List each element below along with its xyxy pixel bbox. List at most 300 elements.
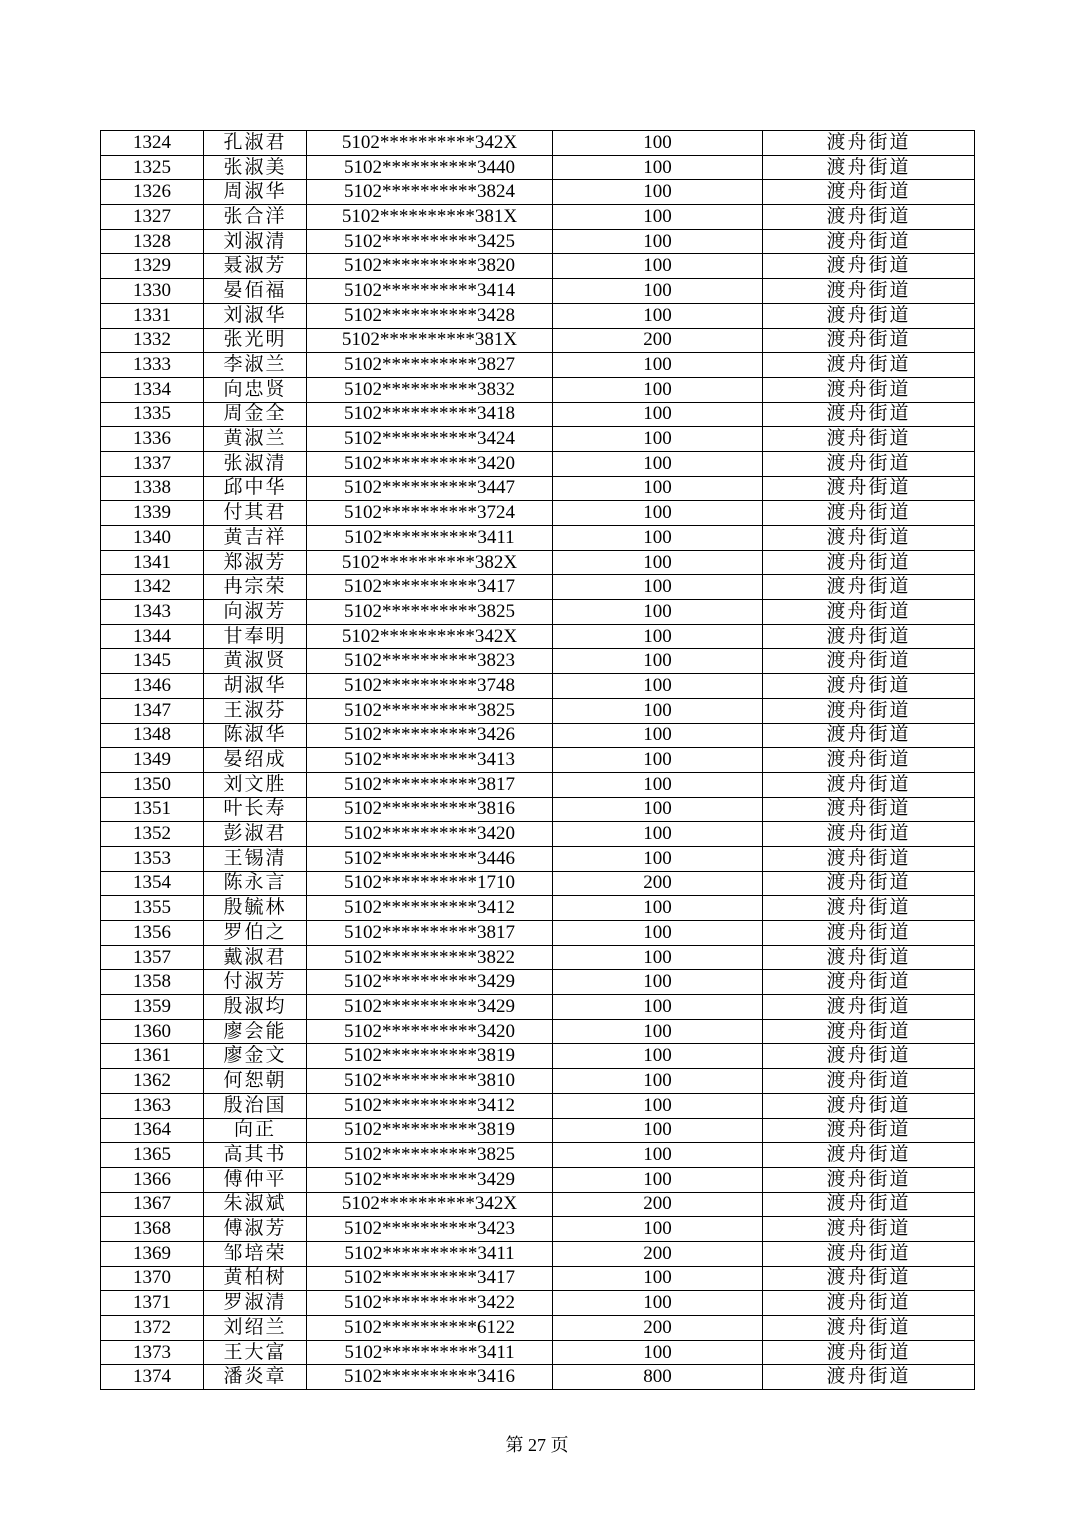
- id-number-cell: 5102**********3824: [307, 180, 553, 205]
- row-number-cell: 1332: [101, 328, 204, 353]
- street-cell: 渡舟街道: [763, 624, 975, 649]
- name-cell: 王大富: [204, 1340, 307, 1365]
- amount-cell: 100: [553, 427, 763, 452]
- id-number-cell: 5102**********3429: [307, 1167, 553, 1192]
- id-number-cell: 5102**********3413: [307, 748, 553, 773]
- id-number-cell: 5102**********3420: [307, 822, 553, 847]
- table-row: [101, 501, 975, 526]
- row-number-cell: 1336: [101, 427, 204, 452]
- row-number-cell: 1373: [101, 1340, 204, 1365]
- amount-cell: 100: [553, 945, 763, 970]
- amount-cell: 100: [553, 575, 763, 600]
- street-cell: 渡舟街道: [763, 254, 975, 279]
- row-number-cell: 1363: [101, 1093, 204, 1118]
- amount-cell: 100: [553, 624, 763, 649]
- row-number-cell: 1325: [101, 155, 204, 180]
- row-number-cell: 1371: [101, 1291, 204, 1316]
- amount-cell: 100: [553, 353, 763, 378]
- amount-cell: 100: [553, 205, 763, 230]
- table-row: [101, 1365, 975, 1390]
- row-number-cell: 1355: [101, 896, 204, 921]
- id-number-cell: 5102**********3820: [307, 254, 553, 279]
- table-row: [101, 871, 975, 896]
- row-number-cell: 1339: [101, 501, 204, 526]
- name-cell: 高其书: [204, 1143, 307, 1168]
- amount-cell: 200: [553, 871, 763, 896]
- street-cell: 渡舟街道: [763, 229, 975, 254]
- street-cell: 渡舟街道: [763, 797, 975, 822]
- name-cell: 罗淑清: [204, 1291, 307, 1316]
- table-row: [101, 377, 975, 402]
- table-row: [101, 1118, 975, 1143]
- id-number-cell: 5102**********381X: [307, 328, 553, 353]
- id-number-cell: 5102**********3417: [307, 575, 553, 600]
- street-cell: 渡舟街道: [763, 279, 975, 304]
- id-number-cell: 5102**********3420: [307, 451, 553, 476]
- street-cell: 渡舟街道: [763, 476, 975, 501]
- street-cell: 渡舟街道: [763, 155, 975, 180]
- street-cell: 渡舟街道: [763, 1167, 975, 1192]
- row-number-cell: 1367: [101, 1192, 204, 1217]
- id-number-cell: 5102**********381X: [307, 205, 553, 230]
- amount-cell: 100: [553, 772, 763, 797]
- name-cell: 向正: [204, 1118, 307, 1143]
- name-cell: 邹培荣: [204, 1241, 307, 1266]
- table-row: [101, 649, 975, 674]
- table-row: [101, 1241, 975, 1266]
- amount-cell: 100: [553, 846, 763, 871]
- street-cell: 渡舟街道: [763, 846, 975, 871]
- amount-cell: 100: [553, 451, 763, 476]
- row-number-cell: 1349: [101, 748, 204, 773]
- id-number-cell: 5102**********3748: [307, 674, 553, 699]
- name-cell: 黄淑兰: [204, 427, 307, 452]
- name-cell: 孔淑君: [204, 131, 307, 156]
- amount-cell: 100: [553, 550, 763, 575]
- row-number-cell: 1342: [101, 575, 204, 600]
- name-cell: 黄柏树: [204, 1266, 307, 1291]
- name-cell: 张光明: [204, 328, 307, 353]
- row-number-cell: 1350: [101, 772, 204, 797]
- name-cell: 傅仲平: [204, 1167, 307, 1192]
- id-number-cell: 5102**********382X: [307, 550, 553, 575]
- street-cell: 渡舟街道: [763, 1118, 975, 1143]
- name-cell: 廖金文: [204, 1044, 307, 1069]
- street-cell: 渡舟街道: [763, 1266, 975, 1291]
- name-cell: 殷治国: [204, 1093, 307, 1118]
- id-number-cell: 5102**********3426: [307, 723, 553, 748]
- table-row: [101, 1019, 975, 1044]
- street-cell: 渡舟街道: [763, 353, 975, 378]
- table-row: [101, 279, 975, 304]
- amount-cell: 100: [553, 229, 763, 254]
- row-number-cell: 1353: [101, 846, 204, 871]
- row-number-cell: 1357: [101, 945, 204, 970]
- row-number-cell: 1347: [101, 698, 204, 723]
- table-row: [101, 1340, 975, 1365]
- street-cell: 渡舟街道: [763, 1365, 975, 1390]
- table-row: [101, 402, 975, 427]
- data-table: [100, 130, 975, 1390]
- row-number-cell: 1328: [101, 229, 204, 254]
- amount-cell: 100: [553, 1019, 763, 1044]
- table-row: [101, 600, 975, 625]
- name-cell: 罗伯之: [204, 921, 307, 946]
- amount-cell: 100: [553, 649, 763, 674]
- table-row: [101, 748, 975, 773]
- table-row: [101, 205, 975, 230]
- street-cell: 渡舟街道: [763, 723, 975, 748]
- street-cell: 渡舟街道: [763, 1291, 975, 1316]
- id-number-cell: 5102**********3447: [307, 476, 553, 501]
- id-number-cell: 5102**********3817: [307, 921, 553, 946]
- street-cell: 渡舟街道: [763, 550, 975, 575]
- amount-cell: 100: [553, 131, 763, 156]
- table-row: [101, 1217, 975, 1242]
- table-row: [101, 921, 975, 946]
- row-number-cell: 1361: [101, 1044, 204, 1069]
- street-cell: 渡舟街道: [763, 501, 975, 526]
- table-row: [101, 1167, 975, 1192]
- street-cell: 渡舟街道: [763, 1069, 975, 1094]
- amount-cell: 100: [553, 995, 763, 1020]
- id-number-cell: 5102**********3817: [307, 772, 553, 797]
- street-cell: 渡舟街道: [763, 772, 975, 797]
- id-number-cell: 5102**********3429: [307, 970, 553, 995]
- street-cell: 渡舟街道: [763, 377, 975, 402]
- id-number-cell: 5102**********3425: [307, 229, 553, 254]
- id-number-cell: 5102**********3416: [307, 1365, 553, 1390]
- amount-cell: 100: [553, 797, 763, 822]
- id-number-cell: 5102**********3819: [307, 1044, 553, 1069]
- amount-cell: 100: [553, 970, 763, 995]
- id-number-cell: 5102**********3418: [307, 402, 553, 427]
- table-row: [101, 303, 975, 328]
- id-number-cell: 5102**********3724: [307, 501, 553, 526]
- amount-cell: 100: [553, 600, 763, 625]
- name-cell: 邱中华: [204, 476, 307, 501]
- table-row: [101, 550, 975, 575]
- id-number-cell: 5102**********342X: [307, 131, 553, 156]
- row-number-cell: 1335: [101, 402, 204, 427]
- row-number-cell: 1329: [101, 254, 204, 279]
- row-number-cell: 1369: [101, 1241, 204, 1266]
- id-number-cell: 5102**********3420: [307, 1019, 553, 1044]
- table-row: [101, 970, 975, 995]
- row-number-cell: 1362: [101, 1069, 204, 1094]
- name-cell: 彭淑君: [204, 822, 307, 847]
- table-row: [101, 353, 975, 378]
- page-number: 第 27 页: [505, 1435, 569, 1455]
- table-row: [101, 1266, 975, 1291]
- street-cell: 渡舟街道: [763, 402, 975, 427]
- table-row: [101, 1044, 975, 1069]
- table-row: [101, 822, 975, 847]
- name-cell: 戴淑君: [204, 945, 307, 970]
- name-cell: 向忠贤: [204, 377, 307, 402]
- table-row: [101, 254, 975, 279]
- name-cell: 李淑兰: [204, 353, 307, 378]
- id-number-cell: 5102**********3422: [307, 1291, 553, 1316]
- row-number-cell: 1364: [101, 1118, 204, 1143]
- table-row: [101, 846, 975, 871]
- row-number-cell: 1370: [101, 1266, 204, 1291]
- street-cell: 渡舟街道: [763, 896, 975, 921]
- row-number-cell: 1344: [101, 624, 204, 649]
- id-number-cell: 5102**********3440: [307, 155, 553, 180]
- name-cell: 晏佰福: [204, 279, 307, 304]
- id-number-cell: 5102**********3428: [307, 303, 553, 328]
- row-number-cell: 1331: [101, 303, 204, 328]
- table-row: [101, 131, 975, 156]
- name-cell: 向淑芳: [204, 600, 307, 625]
- row-number-cell: 1324: [101, 131, 204, 156]
- table-row: [101, 945, 975, 970]
- street-cell: 渡舟街道: [763, 328, 975, 353]
- amount-cell: 100: [553, 1143, 763, 1168]
- name-cell: 叶长寿: [204, 797, 307, 822]
- table-row: [101, 451, 975, 476]
- id-number-cell: 5102**********3411: [307, 526, 553, 551]
- street-cell: 渡舟街道: [763, 1143, 975, 1168]
- table-row: [101, 1316, 975, 1341]
- amount-cell: 100: [553, 526, 763, 551]
- id-number-cell: 5102**********3825: [307, 1143, 553, 1168]
- amount-cell: 100: [553, 921, 763, 946]
- amount-cell: 100: [553, 402, 763, 427]
- table-row: [101, 427, 975, 452]
- id-number-cell: 5102**********3412: [307, 1093, 553, 1118]
- street-cell: 渡舟街道: [763, 674, 975, 699]
- row-number-cell: 1372: [101, 1316, 204, 1341]
- id-number-cell: 5102**********3412: [307, 896, 553, 921]
- name-cell: 廖会能: [204, 1019, 307, 1044]
- table-row: [101, 772, 975, 797]
- table-row: [101, 896, 975, 921]
- amount-cell: 100: [553, 155, 763, 180]
- name-cell: 胡淑华: [204, 674, 307, 699]
- amount-cell: 100: [553, 748, 763, 773]
- id-number-cell: 5102**********3417: [307, 1266, 553, 1291]
- amount-cell: 100: [553, 1069, 763, 1094]
- row-number-cell: 1354: [101, 871, 204, 896]
- street-cell: 渡舟街道: [763, 1093, 975, 1118]
- name-cell: 殷毓林: [204, 896, 307, 921]
- street-cell: 渡舟街道: [763, 303, 975, 328]
- id-number-cell: 5102**********1710: [307, 871, 553, 896]
- row-number-cell: 1374: [101, 1365, 204, 1390]
- row-number-cell: 1326: [101, 180, 204, 205]
- name-cell: 周金全: [204, 402, 307, 427]
- street-cell: 渡舟街道: [763, 131, 975, 156]
- street-cell: 渡舟街道: [763, 1241, 975, 1266]
- amount-cell: 100: [553, 896, 763, 921]
- name-cell: 付其君: [204, 501, 307, 526]
- street-cell: 渡舟街道: [763, 205, 975, 230]
- amount-cell: 200: [553, 1316, 763, 1341]
- row-number-cell: 1343: [101, 600, 204, 625]
- street-cell: 渡舟街道: [763, 748, 975, 773]
- name-cell: 张合洋: [204, 205, 307, 230]
- row-number-cell: 1345: [101, 649, 204, 674]
- name-cell: 张淑美: [204, 155, 307, 180]
- row-number-cell: 1330: [101, 279, 204, 304]
- row-number-cell: 1358: [101, 970, 204, 995]
- row-number-cell: 1337: [101, 451, 204, 476]
- street-cell: 渡舟街道: [763, 698, 975, 723]
- id-number-cell: 5102**********3822: [307, 945, 553, 970]
- name-cell: 刘绍兰: [204, 1316, 307, 1341]
- amount-cell: 200: [553, 1192, 763, 1217]
- row-number-cell: 1368: [101, 1217, 204, 1242]
- street-cell: 渡舟街道: [763, 180, 975, 205]
- id-number-cell: 5102**********342X: [307, 624, 553, 649]
- name-cell: 刘淑华: [204, 303, 307, 328]
- table-row: [101, 1192, 975, 1217]
- street-cell: 渡舟街道: [763, 427, 975, 452]
- id-number-cell: 5102**********3825: [307, 698, 553, 723]
- name-cell: 王淑芬: [204, 698, 307, 723]
- table-row: [101, 698, 975, 723]
- street-cell: 渡舟街道: [763, 1340, 975, 1365]
- amount-cell: 100: [553, 1093, 763, 1118]
- row-number-cell: 1359: [101, 995, 204, 1020]
- id-number-cell: 5102**********3424: [307, 427, 553, 452]
- street-cell: 渡舟街道: [763, 526, 975, 551]
- street-cell: 渡舟街道: [763, 1217, 975, 1242]
- table-row: [101, 180, 975, 205]
- table-row: [101, 1143, 975, 1168]
- table-row: [101, 476, 975, 501]
- name-cell: 黄吉祥: [204, 526, 307, 551]
- amount-cell: 100: [553, 1217, 763, 1242]
- name-cell: 周淑华: [204, 180, 307, 205]
- street-cell: 渡舟街道: [763, 575, 975, 600]
- row-number-cell: 1352: [101, 822, 204, 847]
- street-cell: 渡舟街道: [763, 600, 975, 625]
- row-number-cell: 1360: [101, 1019, 204, 1044]
- name-cell: 王锡清: [204, 846, 307, 871]
- table-row: [101, 1093, 975, 1118]
- table-row: [101, 1291, 975, 1316]
- name-cell: 甘奉明: [204, 624, 307, 649]
- amount-cell: 200: [553, 328, 763, 353]
- name-cell: 殷淑均: [204, 995, 307, 1020]
- amount-cell: 100: [553, 822, 763, 847]
- id-number-cell: 5102**********3819: [307, 1118, 553, 1143]
- id-number-cell: 5102**********3827: [307, 353, 553, 378]
- amount-cell: 100: [553, 1167, 763, 1192]
- table-row: [101, 328, 975, 353]
- row-number-cell: 1340: [101, 526, 204, 551]
- id-number-cell: 5102**********3423: [307, 1217, 553, 1242]
- row-number-cell: 1348: [101, 723, 204, 748]
- amount-cell: 100: [553, 279, 763, 304]
- table-row: [101, 995, 975, 1020]
- amount-cell: 100: [553, 1291, 763, 1316]
- name-cell: 刘淑清: [204, 229, 307, 254]
- row-number-cell: 1351: [101, 797, 204, 822]
- name-cell: 刘文胜: [204, 772, 307, 797]
- id-number-cell: 5102**********3810: [307, 1069, 553, 1094]
- row-number-cell: 1365: [101, 1143, 204, 1168]
- table-row: [101, 723, 975, 748]
- table-row: [101, 624, 975, 649]
- street-cell: 渡舟街道: [763, 822, 975, 847]
- amount-cell: 100: [553, 723, 763, 748]
- id-number-cell: 5102**********3825: [307, 600, 553, 625]
- id-number-cell: 5102**********3411: [307, 1340, 553, 1365]
- amount-cell: 100: [553, 698, 763, 723]
- name-cell: 傅淑芳: [204, 1217, 307, 1242]
- row-number-cell: 1327: [101, 205, 204, 230]
- amount-cell: 100: [553, 180, 763, 205]
- name-cell: 张淑清: [204, 451, 307, 476]
- id-number-cell: 5102**********3816: [307, 797, 553, 822]
- amount-cell: 800: [553, 1365, 763, 1390]
- street-cell: 渡舟街道: [763, 871, 975, 896]
- name-cell: 郑淑芳: [204, 550, 307, 575]
- table-row: [101, 797, 975, 822]
- table-row: [101, 526, 975, 551]
- street-cell: 渡舟街道: [763, 649, 975, 674]
- street-cell: 渡舟街道: [763, 921, 975, 946]
- name-cell: 陈淑华: [204, 723, 307, 748]
- row-number-cell: 1334: [101, 377, 204, 402]
- name-cell: 聂淑芳: [204, 254, 307, 279]
- name-cell: 陈永言: [204, 871, 307, 896]
- table-row: [101, 229, 975, 254]
- table-row: [101, 155, 975, 180]
- name-cell: 付淑芳: [204, 970, 307, 995]
- amount-cell: 100: [553, 1340, 763, 1365]
- id-number-cell: 5102**********3414: [307, 279, 553, 304]
- street-cell: 渡舟街道: [763, 1192, 975, 1217]
- id-number-cell: 5102**********3411: [307, 1241, 553, 1266]
- amount-cell: 100: [553, 674, 763, 699]
- row-number-cell: 1356: [101, 921, 204, 946]
- amount-cell: 200: [553, 1241, 763, 1266]
- amount-cell: 100: [553, 476, 763, 501]
- name-cell: 何恕朝: [204, 1069, 307, 1094]
- row-number-cell: 1333: [101, 353, 204, 378]
- amount-cell: 100: [553, 1266, 763, 1291]
- street-cell: 渡舟街道: [763, 945, 975, 970]
- row-number-cell: 1366: [101, 1167, 204, 1192]
- street-cell: 渡舟街道: [763, 451, 975, 476]
- street-cell: 渡舟街道: [763, 1044, 975, 1069]
- amount-cell: 100: [553, 303, 763, 328]
- table-body: [101, 131, 975, 1390]
- id-number-cell: 5102**********3832: [307, 377, 553, 402]
- id-number-cell: 5102**********3446: [307, 846, 553, 871]
- name-cell: 朱淑斌: [204, 1192, 307, 1217]
- name-cell: 潘炎章: [204, 1365, 307, 1390]
- id-number-cell: 5102**********6122: [307, 1316, 553, 1341]
- row-number-cell: 1338: [101, 476, 204, 501]
- name-cell: 晏绍成: [204, 748, 307, 773]
- id-number-cell: 5102**********3429: [307, 995, 553, 1020]
- id-number-cell: 5102**********342X: [307, 1192, 553, 1217]
- amount-cell: 100: [553, 501, 763, 526]
- amount-cell: 100: [553, 377, 763, 402]
- table-row: [101, 1069, 975, 1094]
- id-number-cell: 5102**********3823: [307, 649, 553, 674]
- street-cell: 渡舟街道: [763, 970, 975, 995]
- amount-cell: 100: [553, 254, 763, 279]
- row-number-cell: 1341: [101, 550, 204, 575]
- table-row: [101, 575, 975, 600]
